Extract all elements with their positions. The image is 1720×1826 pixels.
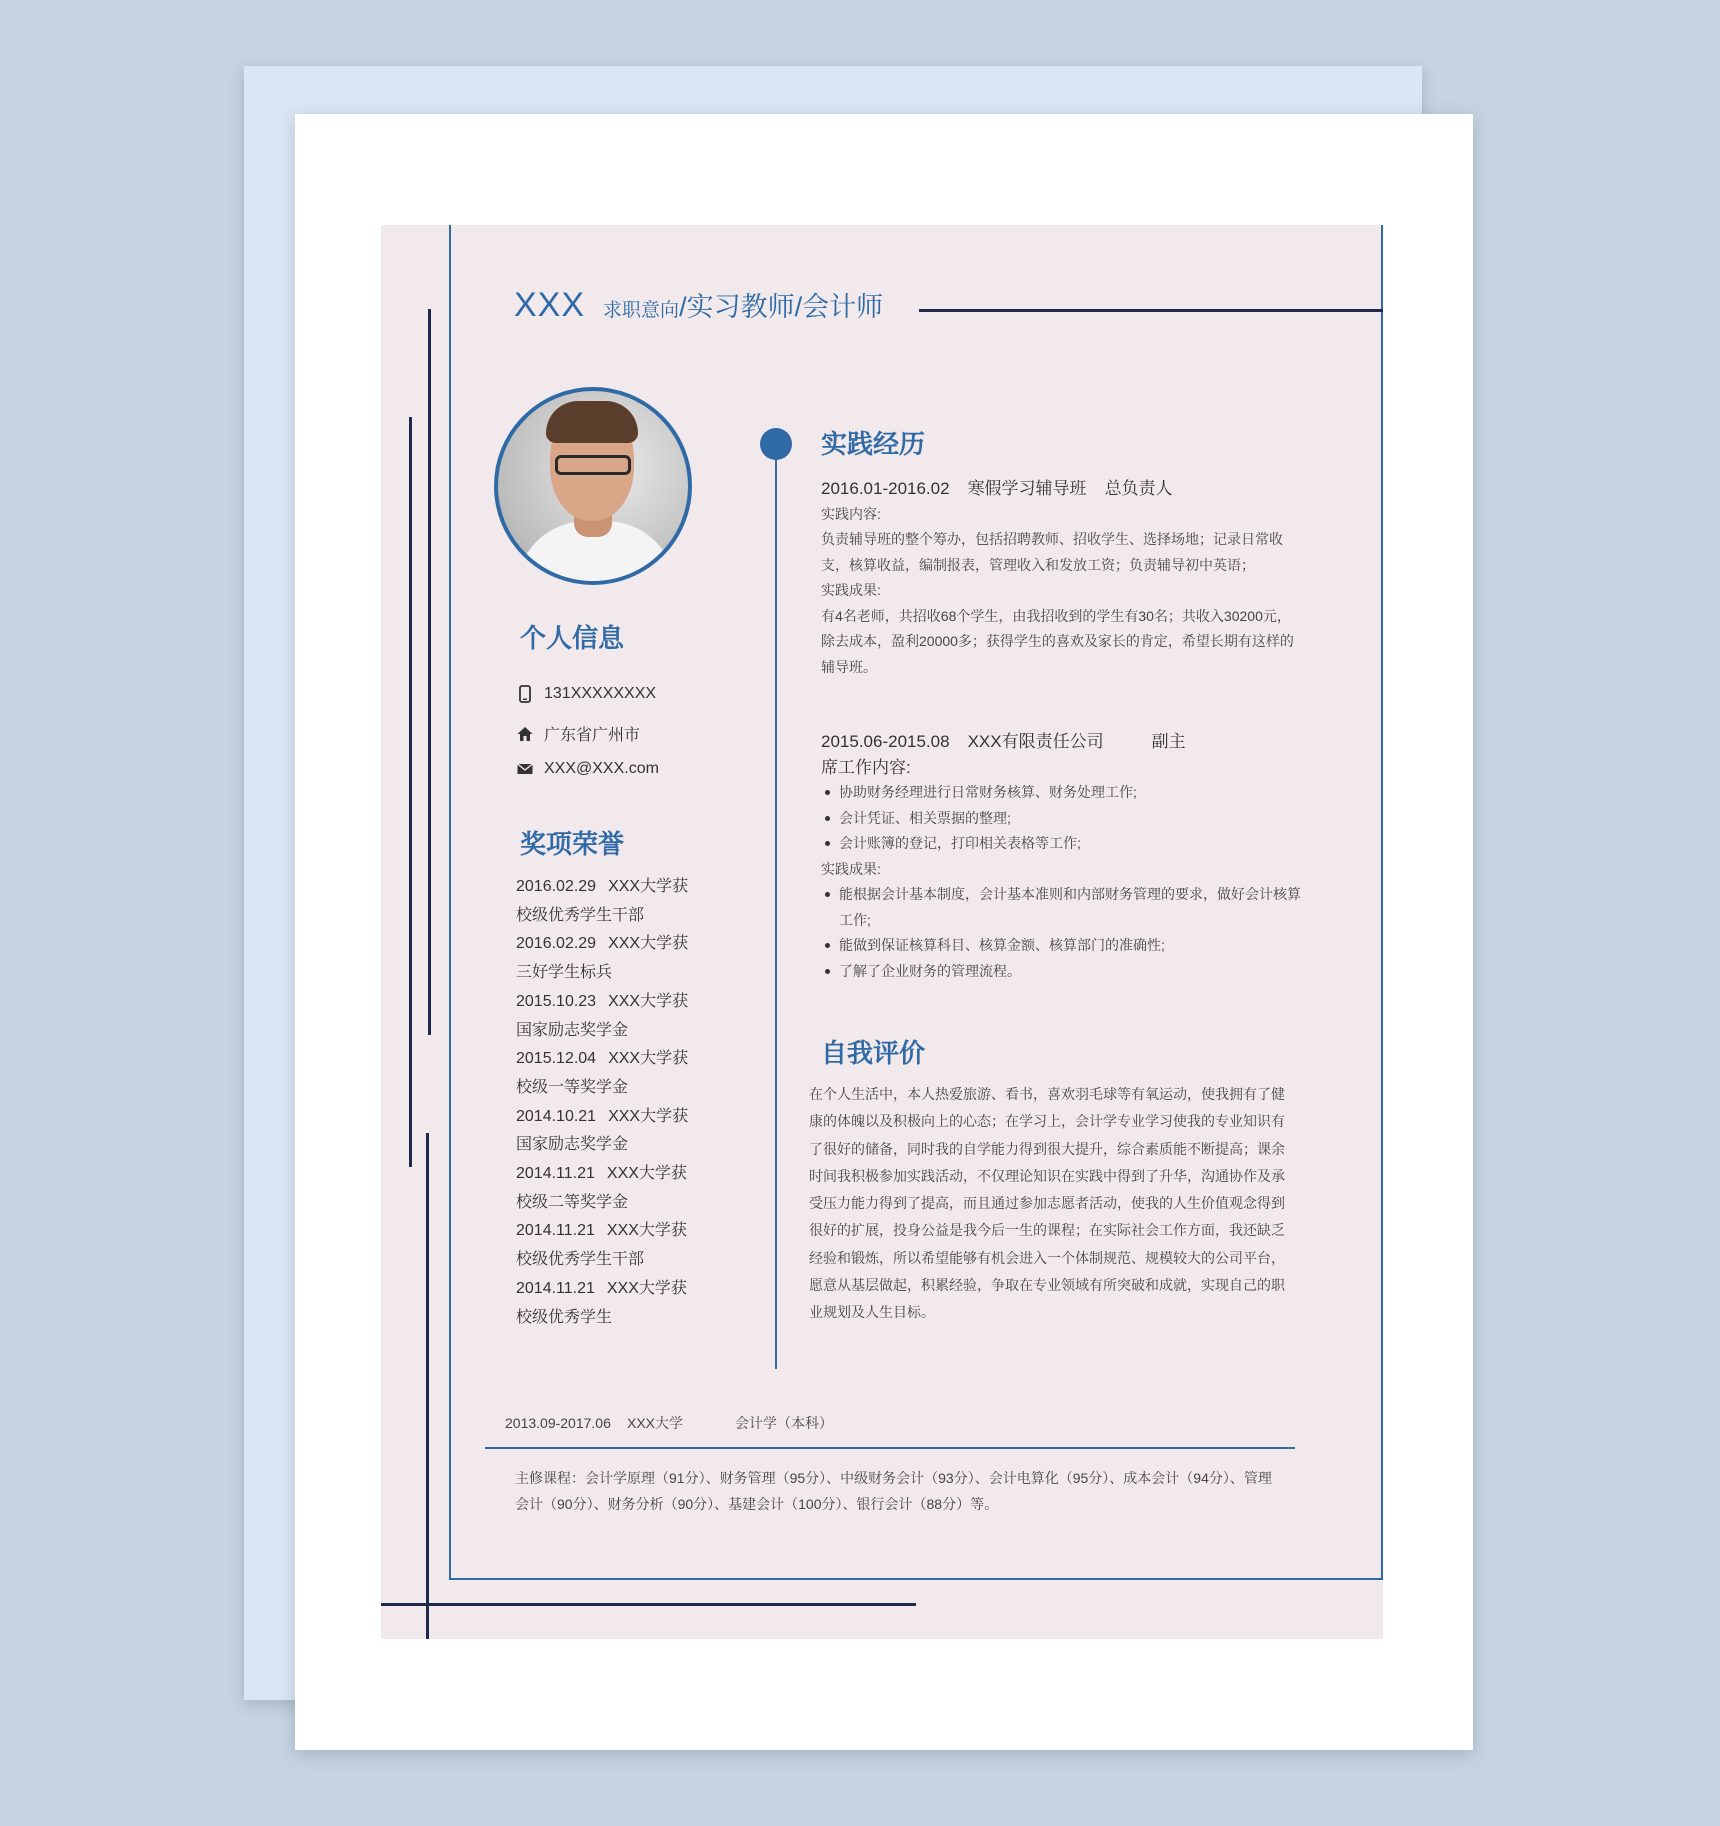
edu-period: 2013.09-2017.06 — [505, 1415, 611, 1431]
entry-period: 2015.06-2015.08 — [821, 732, 950, 751]
entry-role-continued: 席工作内容: — [821, 757, 911, 777]
frame-right-line — [1381, 225, 1383, 1580]
edu-school: XXX大学 — [627, 1415, 684, 1431]
award-date: 2014.11.21 — [516, 1279, 595, 1297]
award-title: 校级优秀学生干部 — [516, 1251, 645, 1269]
list-item — [516, 1103, 756, 1160]
avatar-hair — [546, 401, 638, 443]
award-title: 国家励志奖学金 — [516, 1021, 629, 1039]
list-item: 会计凭证、相关票据的整理; — [821, 806, 1301, 832]
contact-phone — [516, 685, 746, 703]
timeline-line — [775, 451, 777, 1369]
entry-role: 副主 — [1151, 732, 1186, 751]
resume-page — [381, 225, 1383, 1639]
entry-role: 总负责人 — [1104, 479, 1173, 498]
candidate-name: XXX — [514, 286, 586, 324]
email: XXX@XXX.com — [544, 760, 659, 777]
award-school: XXX大学获 — [608, 992, 689, 1010]
entry-heading — [821, 476, 1301, 502]
list-item — [516, 1217, 756, 1274]
award-school: XXX大学获 — [608, 935, 689, 953]
award-date: 2015.10.23 — [516, 992, 597, 1010]
list-item: 会计账簿的登记，打印相关表格等工作; — [821, 831, 1301, 857]
award-title: 国家励志奖学金 — [516, 1136, 629, 1154]
practice-entry-1 — [821, 476, 1301, 680]
award-school: XXX大学获 — [608, 1050, 689, 1068]
list-item: 了解了企业财务的管理流程。 — [821, 959, 1301, 985]
deco-vertical-2 — [409, 417, 412, 1167]
address: 广东省广州市 — [544, 727, 641, 744]
self-eval-title: 自我评价 — [821, 1038, 926, 1068]
list-item — [516, 930, 756, 987]
content-label: 实践内容: — [821, 505, 881, 522]
list-item — [516, 1275, 756, 1332]
phone-number: 131XXXXXXXX — [544, 685, 657, 702]
entry-org: 寒假学习辅导班 — [967, 479, 1087, 498]
job-intent-label: 求职意向 — [603, 300, 680, 321]
award-date: 2016.02.29 — [516, 935, 597, 953]
list-item: 能做到保证核算科目、核算金额、核算部门的准确性; — [821, 933, 1301, 959]
list-item — [516, 1045, 756, 1102]
education-courses: 主修课程：会计学原理（91分）、财务管理（95分）、中级财务会计（93分）、会计电算化（95分）、成本会计（94分）、管理会计（90分）、财务分析（90分）、基建会计（100分）、银行会计（88分）等。 — [515, 1470, 1272, 1512]
entry-period: 2016.01-2016.02 — [821, 479, 950, 498]
award-date: 2014.11.21 — [516, 1222, 595, 1240]
award-school: XXX大学获 — [606, 1279, 687, 1297]
result-label: 实践成果: — [821, 582, 881, 598]
deco-vertical-3 — [426, 1133, 429, 1639]
avatar-glasses — [555, 455, 631, 475]
result-label: 实践成果: — [821, 860, 881, 877]
deco-bottom-horizontal — [381, 1603, 916, 1606]
award-school: XXX大学获 — [608, 1107, 689, 1125]
content-text: 负责辅导班的整个筹办，包括招聘教师、招收学生、选择场地；记录日常收支，核算收益，编制报表，管理收入和发放工资；负责辅导初中英语； — [821, 531, 1283, 573]
awards-list — [516, 873, 756, 1332]
award-title: 校级优秀学生 — [516, 1308, 613, 1326]
deco-vertical-1 — [428, 309, 431, 1035]
mail-icon — [516, 760, 534, 778]
list-item — [516, 1160, 756, 1217]
education-row — [505, 1413, 833, 1433]
award-date: 2015.12.04 — [516, 1050, 597, 1068]
award-date: 2014.10.21 — [516, 1107, 597, 1125]
contact-address — [516, 722, 746, 745]
header-rule — [919, 309, 1383, 312]
self-eval-text: 在个人生活中，本人热爱旅游、看书，喜欢羽毛球等有氧运动，使我拥有了健康的体魄以及积极向上的心态；在学习上，会计学专业学习使我的专业知识有了很好的储备，同时我的自学能力得到很大提升，综合素质能不断提高；课余时间我积极参加实践活动，不仅理论知识在实践中得到了升华，沟通协作及承受压力能力得到了提高，而且通过参加志愿者活动，使我的人生价值观念得到很好的扩展，投身公益是我今后一生的课程；在实际社会工作方面，我还缺乏经验和锻炼，所以希望能够有机会进入一个体制规范、规模较大的公司平台，愿意从基层做起，积累经验，争取在专业领域有所突破和成就，实现自己的职业规划及人生目标。 — [809, 1086, 1285, 1321]
education-rule — [485, 1447, 1295, 1449]
edu-major: 会计学（本科） — [735, 1415, 833, 1431]
job-intent: /实习教师/会计师 — [679, 292, 884, 322]
award-school: XXX大学获 — [608, 878, 689, 895]
phone-icon — [516, 685, 534, 703]
frame-bottom-line — [449, 1578, 1383, 1580]
list-item: 协助财务经理进行日常财务核算、财务处理工作; — [821, 780, 1301, 806]
award-date: 2014.11.21 — [516, 1165, 595, 1183]
awards-title: 奖项荣誉 — [520, 829, 625, 859]
personal-info-title: 个人信息 — [520, 623, 625, 653]
contact-email — [516, 760, 746, 778]
award-title: 校级一等奖学金 — [516, 1078, 629, 1096]
home-icon — [516, 725, 534, 743]
list-item: 能根据会计基本制度，会计基本准则和内部财务管理的要求，做好会计核算工作; — [821, 882, 1301, 933]
award-title: 校级二等奖学金 — [516, 1193, 629, 1211]
frame-left-line — [449, 225, 451, 1580]
avatar-photo — [494, 387, 692, 585]
award-date: 2016.02.29 — [516, 878, 597, 895]
award-title: 三好学生标兵 — [516, 964, 613, 982]
resume-header — [514, 285, 883, 325]
list-item — [516, 873, 756, 930]
practice-title: 实践经历 — [821, 429, 926, 459]
entry-heading — [821, 729, 1301, 755]
practice-entry-2 — [821, 729, 1301, 984]
award-school: XXX大学获 — [606, 1222, 687, 1240]
result-text: 有4名老师，共招收68个学生，由我招收到的学生有30名；共收入30200元，除去成本，盈利20000多；获得学生的喜欢及家长的肯定，希望长期有这样的辅导班。 — [821, 607, 1294, 675]
award-title: 校级优秀学生干部 — [516, 906, 645, 924]
entry-org: XXX有限责任公司 — [967, 732, 1104, 751]
award-school: XXX大学获 — [606, 1165, 687, 1183]
list-item — [516, 988, 756, 1045]
